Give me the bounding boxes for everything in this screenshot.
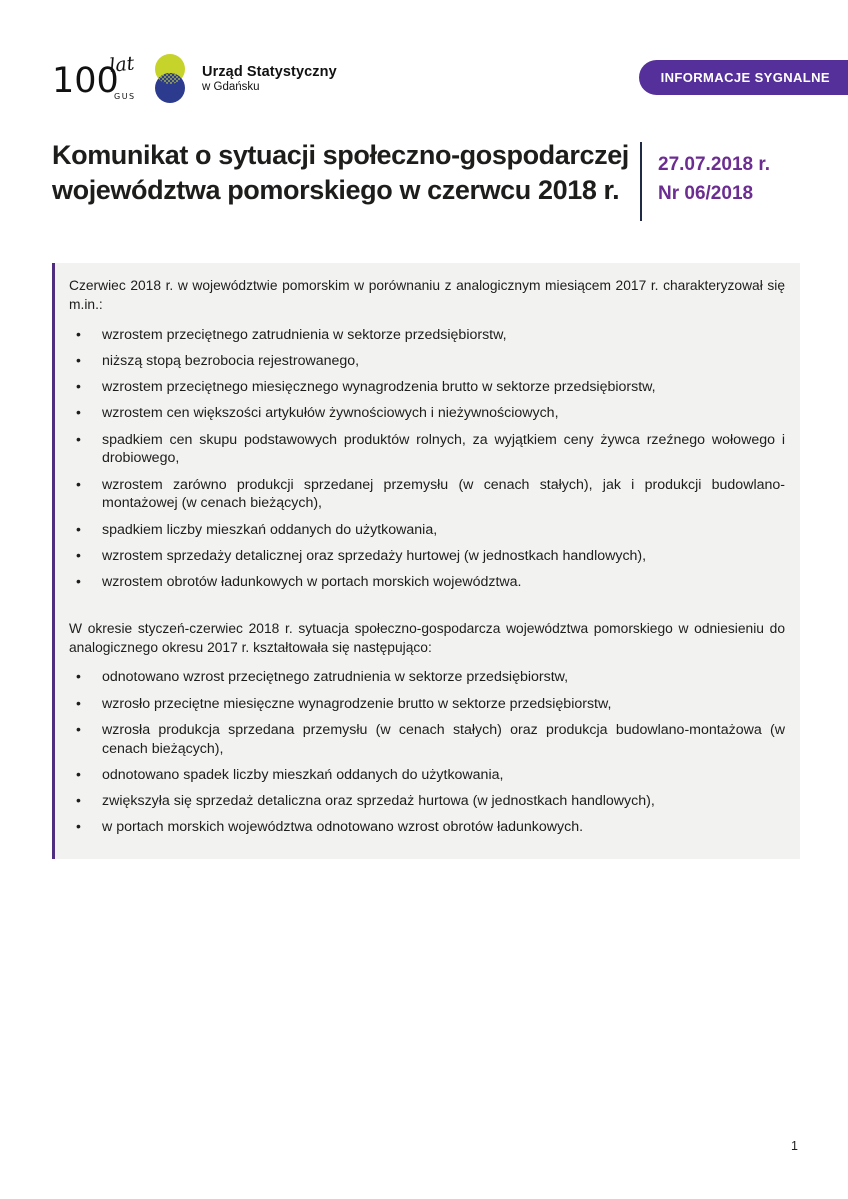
summary-intro-period: W okresie styczeń-czerwiec 2018 r. sytuacja społeczno-gospodarcza województwa pomorskiego w odniesieniu do analogicznego okresu 2017 r. kształtowała się następująco: (69, 620, 785, 656)
page-title-line1: Komunikat o sytuacji społeczno-gospodarczej (52, 140, 629, 170)
summary-section-month (69, 276, 785, 592)
gus-100-lat-logo-icon (52, 52, 192, 104)
summary-section-period (69, 619, 785, 837)
office-name-line2: w Gdańsku (202, 80, 260, 93)
logo-gus-text: GUS (114, 92, 136, 101)
summary-bullet-item: • niższą stopą bezrobocia rejestrowanego, (73, 352, 785, 371)
office-name-line1: Urząd Statystyczny (202, 63, 337, 80)
page-title (52, 138, 640, 208)
summary-bullet-item: • wzrostem sprzedaży detalicznej oraz sprzedaży hurtowej (w jednostkach handlowych), (73, 547, 785, 566)
summary-bullet-item: • odnotowano wzrost przeciętnego zatrudnienia w sektorze przedsiębiorstw, (73, 668, 785, 687)
summary-bullet-item: • w portach morskich województwa odnotowano wzrost obrotów ładunkowych. (73, 818, 785, 837)
publication-date: 27.07.2018 r. (658, 154, 770, 175)
title-row (52, 138, 800, 221)
issue-number: Nr 06/2018 (658, 183, 754, 205)
header-logo-row (52, 52, 337, 104)
summary-bullet-item: • wzrostem zarówno produkcji sprzedanej przemysłu (w cenach stałych), jak i produkcji budowlano-montażowej (w cenach bieżących), (73, 476, 785, 513)
summary-bullet-item: • zwiększyła się sprzedaż detaliczna oraz sprzedaż hurtowa (w jednostkach handlowych), (73, 792, 785, 811)
summary-bullet-item: • spadkiem cen skupu podstawowych produktów rolnych, za wyjątkiem ceny żywca rzeźnego wołowego i drobiowego, (73, 431, 785, 468)
summary-bullet-item: • spadkiem liczby mieszkań oddanych do użytkowania, (73, 521, 785, 540)
summary-bullet-item: • wzrostem obrotów ładunkowych w portach morskich województwa. (73, 573, 785, 592)
statistical-office-name (202, 64, 337, 93)
summary-bullet-item: • wzrosło przeciętne miesięczne wynagrodzenie brutto w sektorze przedsiębiorstw, (73, 695, 785, 714)
summary-bullet-item: • wzrostem przeciętnego zatrudnienia w sektorze przedsiębiorstw, (73, 326, 785, 345)
summary-bullet-list-period (73, 668, 785, 837)
publication-meta (640, 142, 800, 221)
summary-bullet-item: • wzrostem cen większości artykułów żywnościowych i nieżywnościowych, (73, 404, 785, 423)
logo-100-text: 100 (52, 61, 119, 101)
summary-bullet-item: • wzrostem przeciętnego miesięcznego wynagrodzenia brutto w sektorze przedsiębiorstw, (73, 378, 785, 397)
informacje-sygnalne-badge: INFORMACJE SYGNALNE (639, 60, 848, 95)
summary-box (52, 263, 800, 859)
summary-bullet-item: • odnotowano spadek liczby mieszkań oddanych do użytkowania, (73, 766, 785, 785)
summary-intro-month: Czerwiec 2018 r. w województwie pomorskim w porównaniu z analogicznym miesiącem 2017 r. charakteryzował się m.in.: (69, 278, 785, 313)
logo-lat-text: lat (108, 52, 136, 77)
summary-bullet-item: • wzrosła produkcja sprzedana przemysłu (w cenach stałych) oraz produkcja budowlano-montażowa (w cenach bieżących), (73, 721, 785, 758)
summary-bullet-list-month (73, 326, 785, 592)
page-title-line2: województwa pomorskiego w czerwcu 2018 r. (52, 175, 620, 206)
page-number: 1 (791, 1139, 798, 1153)
